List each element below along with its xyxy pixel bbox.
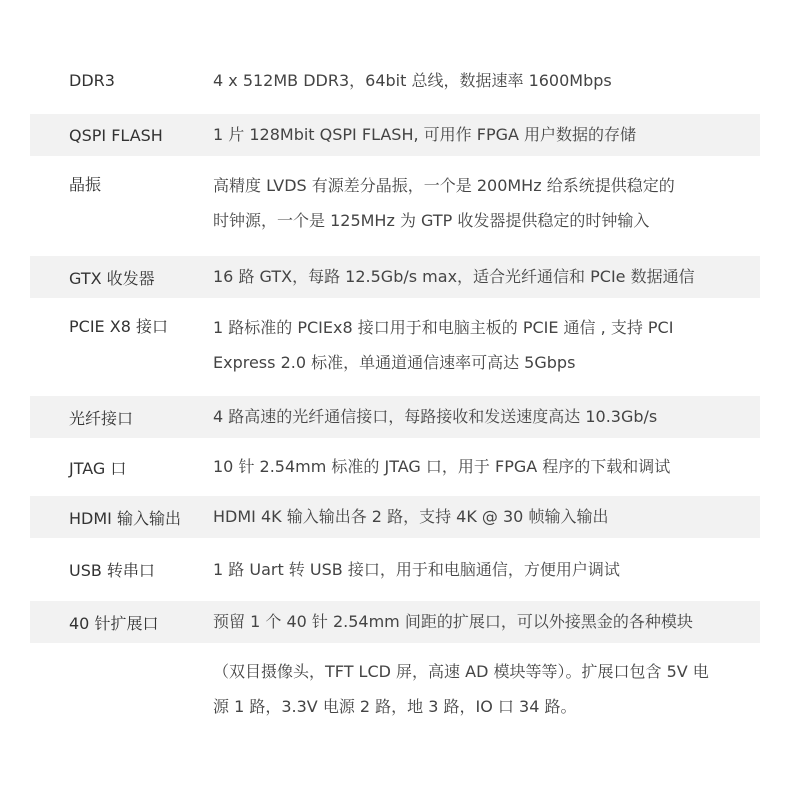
- spec-value-line: 1 路 Uart 转 USB 接口，用于和电脑通信，方便用户调试: [213, 559, 620, 579]
- spec-row-usb-uart: [30, 538, 760, 601]
- spec-value-line: 1 片 128Mbit QSPI FLASH, 可用作 FPGA 用户数据的存储: [213, 125, 637, 144]
- spec-value-line: 源 1 路，3.3V 电源 2 路，地 3 路，IO 口 34 路。: [213, 697, 577, 716]
- spec-value: [213, 69, 760, 93]
- spec-key: 40 针扩展口: [69, 613, 159, 633]
- spec-value-line: 4 路高速的光纤通信接口，每路接收和发送速度高达 10.3Gb/s: [213, 407, 658, 426]
- spec-row-pcie: [30, 298, 760, 396]
- spec-value: [213, 405, 760, 429]
- spec-value-line: 时钟源，一个是 125MHz 为 GTP 收发器提供稳定的时钟输入: [213, 211, 650, 230]
- spec-row-fiber: [30, 396, 760, 438]
- spec-value: [213, 610, 760, 634]
- spec-row-qspi-flash: [30, 114, 760, 156]
- spec-table: [30, 60, 760, 723]
- spec-key: 光纤接口: [69, 408, 134, 428]
- spec-value: [213, 310, 760, 380]
- spec-value-line: 4 x 512MB DDR3，64bit 总线，数据速率 1600Mbps: [213, 71, 612, 90]
- spec-value: [213, 123, 760, 147]
- spec-value-line: 1 路标准的 PCIEx8 接口用于和电脑主板的 PCIE 通信 , 支持 PCI: [213, 318, 674, 337]
- spec-value-line: 16 路 GTX，每路 12.5Gb/s max，适合光纤通信和 PCIe 数据通信: [213, 267, 695, 286]
- spec-value-line: 预留 1 个 40 针 2.54mm 间距的扩展口，可以外接黑金的各种模块: [213, 612, 693, 631]
- spec-value: [213, 505, 760, 529]
- spec-value: [213, 265, 760, 289]
- spec-key: JTAG 口: [69, 458, 127, 478]
- spec-value-line: 10 针 2.54mm 标准的 JTAG 口，用于 FPGA 程序的下载和调试: [213, 457, 671, 476]
- spec-value: [213, 168, 760, 238]
- spec-row-hdmi: [30, 496, 760, 538]
- spec-key: HDMI 输入输出: [69, 508, 181, 528]
- spec-value-line: HDMI 4K 输入输出各 2 路，支持 4K @ 30 帧输入输出: [213, 507, 609, 526]
- spec-key: PCIE X8 接口: [69, 317, 168, 336]
- spec-key: 晶振: [69, 175, 102, 194]
- spec-value: [213, 455, 760, 479]
- spec-key: QSPI FLASH: [69, 125, 163, 145]
- spec-value: [213, 654, 760, 724]
- spec-key: DDR3: [69, 71, 115, 90]
- spec-row-expansion: [30, 601, 760, 643]
- spec-key: GTX 收发器: [69, 268, 155, 288]
- spec-row-gtx: [30, 256, 760, 298]
- spec-value-line: Express 2.0 标准，单通道通信速率可高达 5Gbps: [213, 353, 576, 372]
- spec-value-line: （双目摄像头，TFT LCD 屏，高速 AD 模块等等）。扩展口包含 5V 电: [213, 662, 709, 681]
- spec-value: [213, 558, 760, 582]
- spec-row-ddr3: [30, 60, 760, 114]
- spec-value-line: 高精度 LVDS 有源差分晶振，一个是 200MHz 给系统提供稳定的: [213, 176, 675, 195]
- spec-key: USB 转串口: [69, 561, 155, 580]
- spec-row-expansion-continued: [30, 643, 760, 723]
- spec-row-crystal: [30, 156, 760, 256]
- spec-row-jtag: [30, 438, 760, 496]
